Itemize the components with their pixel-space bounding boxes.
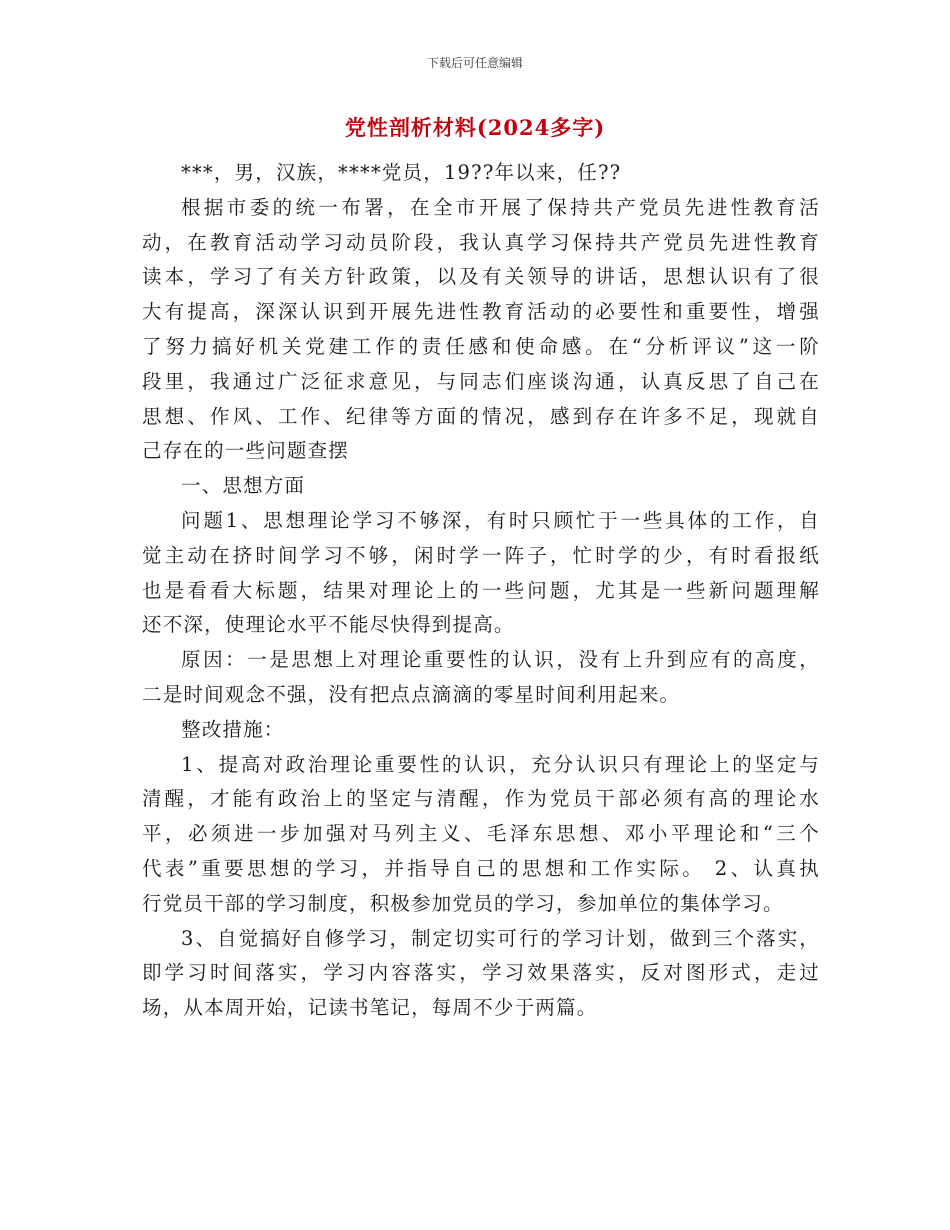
paragraph-line: 代表”重要思想的学习，并指导自己的思想和工作实际。 2、认真执 xyxy=(142,856,820,880)
document-body xyxy=(142,156,820,1026)
paragraph-line: 平，必须进一步加强对马列主义、毛泽东思想、邓小平理论和“三个 xyxy=(142,822,820,846)
paragraph-line: 思想、作风、工作、纪律等方面的情况，感到存在许多不足，现就自 xyxy=(142,404,820,428)
paragraph-line: 问题1、思想理论学习不够深，有时只顾忙于一些具体的工作，自 xyxy=(181,508,820,532)
paragraph-line: 原因：一是思想上对理论重要性的认识，没有上升到应有的高度， xyxy=(181,648,820,672)
paragraph-line: 了努力搞好机关党建工作的责任感和使命感。在“分析评议”这一阶 xyxy=(142,334,820,358)
paragraph-line: 还不深，使理论水平不能尽快得到提高。 xyxy=(142,613,515,637)
paragraph-line: 清醒，才能有政治上的坚定与清醒，作为党员干部必须有高的理论水 xyxy=(142,787,820,811)
paragraph-line: 1、提高对政治理论重要性的认识，充分认识只有理论上的坚定与 xyxy=(181,752,820,776)
paragraph-line: 读本，学习了有关方针政策，以及有关领导的讲话，思想认识有了很 xyxy=(142,265,820,289)
paragraph xyxy=(142,748,820,922)
paragraph xyxy=(142,191,820,469)
paragraph-line: 3、自觉搞好自修学习，制定切实可行的学习计划，做到三个落实， xyxy=(181,926,820,950)
paragraph xyxy=(142,922,820,1026)
paragraph-line: 场，从本周开始，记读书笔记，每周不少于两篇。 xyxy=(142,996,598,1020)
paragraph-line: 觉主动在挤时间学习不够，闲时学一阵子，忙时学的少，有时看报纸 xyxy=(142,543,820,567)
paragraph-line: 一、思想方面 xyxy=(181,474,306,498)
paragraph-line: 己存在的一些问题查摆 xyxy=(142,439,350,463)
paragraph xyxy=(142,504,820,643)
paragraph xyxy=(142,713,820,748)
paragraph xyxy=(142,469,820,504)
paragraph xyxy=(142,156,820,191)
paragraph-line: 即学习时间落实，学习内容落实，学习效果落实，反对图形式，走过 xyxy=(142,961,820,985)
document-title: 党性剖析材料(2024多字) xyxy=(344,115,606,140)
paragraph-line: 动，在教育活动学习动员阶段，我认真学习保持共产党员先进性教育 xyxy=(142,230,820,254)
paragraph-line: 整改措施： xyxy=(181,717,285,741)
paragraph-line: 二是时间观念不强，没有把点点滴滴的零星时间利用起来。 xyxy=(142,682,681,706)
header-note: 下载后可任意编辑 xyxy=(426,56,523,70)
paragraph-line: 行党员干部的学习制度，积极参加党员的学习，参加单位的集体学习。 xyxy=(142,891,784,915)
paragraph-line: 也是看看大标题，结果对理论上的一些问题，尤其是一些新问题理解 xyxy=(142,578,820,602)
paragraph-line: 段里，我通过广泛征求意见，与同志们座谈沟通，认真反思了自己在 xyxy=(142,369,820,393)
paragraph-line: ***，男，汉族，****党员，19??年以来，任?? xyxy=(181,161,622,184)
paragraph-line: 根据市委的统一布署，在全市开展了保持共产党员先进性教育活 xyxy=(181,195,820,219)
paragraph xyxy=(142,643,820,713)
paragraph-line: 大有提高，深深认识到开展先进性教育活动的必要性和重要性，增强 xyxy=(142,300,820,324)
